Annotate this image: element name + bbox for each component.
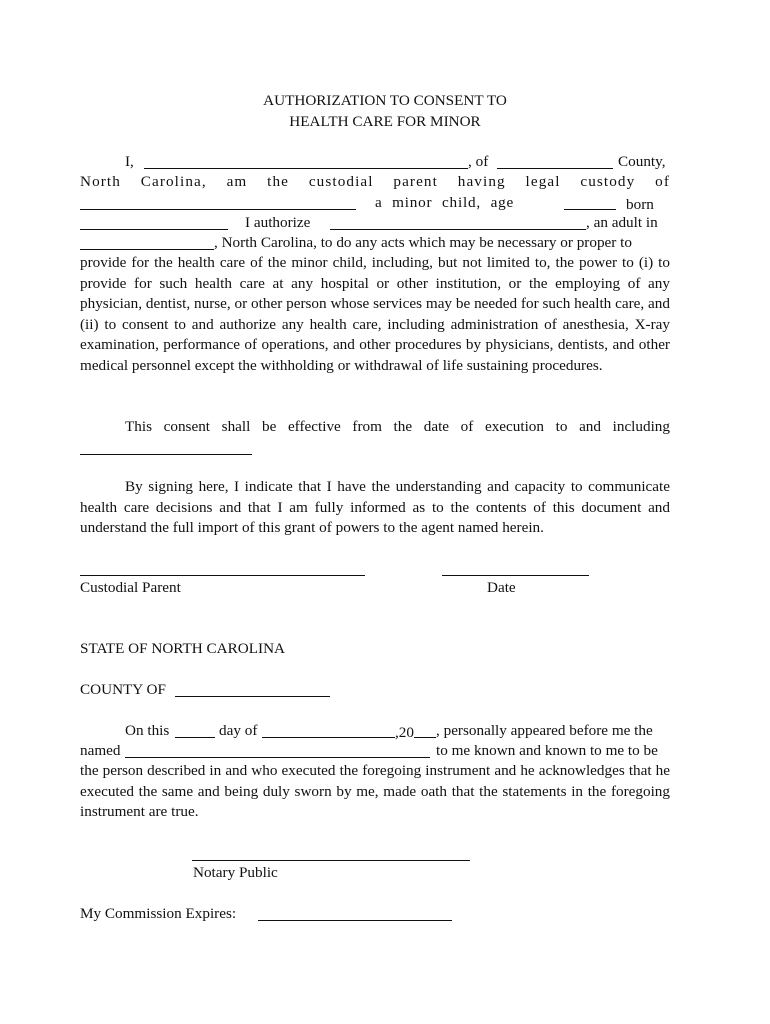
- notary-named-person-field[interactable]: [125, 757, 430, 758]
- agent-name-field[interactable]: [330, 229, 586, 230]
- born-label: born: [626, 196, 654, 213]
- commission-expires-label: My Commission Expires:: [80, 905, 237, 922]
- custodial-parent-signature-field[interactable]: [80, 575, 365, 576]
- custody-line: North Carolina, am the custodial parent having legal custody of: [80, 173, 670, 190]
- signing-statement: By signing here, I indicate that I have the understanding and capacity to communicate health care decisions and that I am fully informed as to the contents of this document and understand the full import of this grant of powers to the agent named herein.: [80, 478, 670, 536]
- notary-paragraph: the person described in and who executed the foregoing instrument and he acknowledges that he executed the same and being duly sworn by me, made oath that the statements in the foregoing instrument are true.: [80, 762, 670, 820]
- consent-end-date-field[interactable]: [80, 454, 252, 455]
- nc-authority-text: , North Carolina, to do any acts which may be necessary or proper to: [214, 234, 632, 251]
- county-of-label: COUNTY OF: [80, 681, 166, 698]
- state-heading: STATE OF NORTH CAROLINA: [80, 640, 286, 657]
- notary-public-label: Notary Public: [193, 864, 278, 881]
- county-name-field[interactable]: [497, 168, 613, 169]
- custodial-parent-label: Custodial Parent: [80, 579, 181, 596]
- date-label: Date: [487, 579, 516, 596]
- signature-date-field[interactable]: [442, 575, 589, 576]
- commission-expiry-field[interactable]: [258, 920, 452, 921]
- day-of-label: day of: [219, 722, 258, 739]
- minor-child-age-label: a minor child, age: [375, 194, 515, 211]
- year-prefix-label: ,20: [395, 724, 414, 741]
- form-title-line2: HEALTH CARE FOR MINOR: [289, 113, 481, 130]
- authority-paragraph: provide for the health care of the minor child, including, but not limited to, the power to (i) to provide for such health care at any hospital or other institution, or the employing of any physician, dentist, nurse, or other person whose services may be needed for such health care, and (ii) to consent to and authorize any health care, including administration of anesthesia, X-ray examination, performance of operations, and other procedures by physicians, dentists, and other medical personnel except the withholding or withdrawal of life sustaining procedures.: [80, 254, 670, 374]
- form-title-line1: AUTHORIZATION TO CONSENT TO: [263, 92, 507, 109]
- on-this-label: On this: [125, 722, 170, 739]
- known-to-me-label: to me known and known to me to be: [436, 742, 658, 759]
- parent-name-field[interactable]: [144, 168, 468, 169]
- notary-year-field[interactable]: [414, 737, 436, 738]
- child-age-field[interactable]: [564, 209, 616, 210]
- notary-day-field[interactable]: [175, 737, 215, 738]
- i-label: I,: [125, 153, 134, 170]
- notary-county-field[interactable]: [175, 696, 330, 697]
- named-label: named: [80, 742, 121, 759]
- i-authorize-label: I authorize: [245, 214, 311, 231]
- notary-signature-field[interactable]: [192, 860, 470, 861]
- of-label: , of: [468, 153, 489, 170]
- birth-date-field[interactable]: [80, 229, 228, 230]
- notary-month-field[interactable]: [262, 737, 395, 738]
- child-name-field[interactable]: [80, 209, 356, 210]
- adult-in-label: , an adult in: [586, 214, 658, 231]
- county-label: County,: [618, 153, 666, 170]
- personally-appeared-label: , personally appeared before me the: [436, 722, 653, 739]
- agent-location-field[interactable]: [80, 249, 214, 250]
- consent-effective-text: This consent shall be effective from the date of execution to and including: [125, 418, 670, 435]
